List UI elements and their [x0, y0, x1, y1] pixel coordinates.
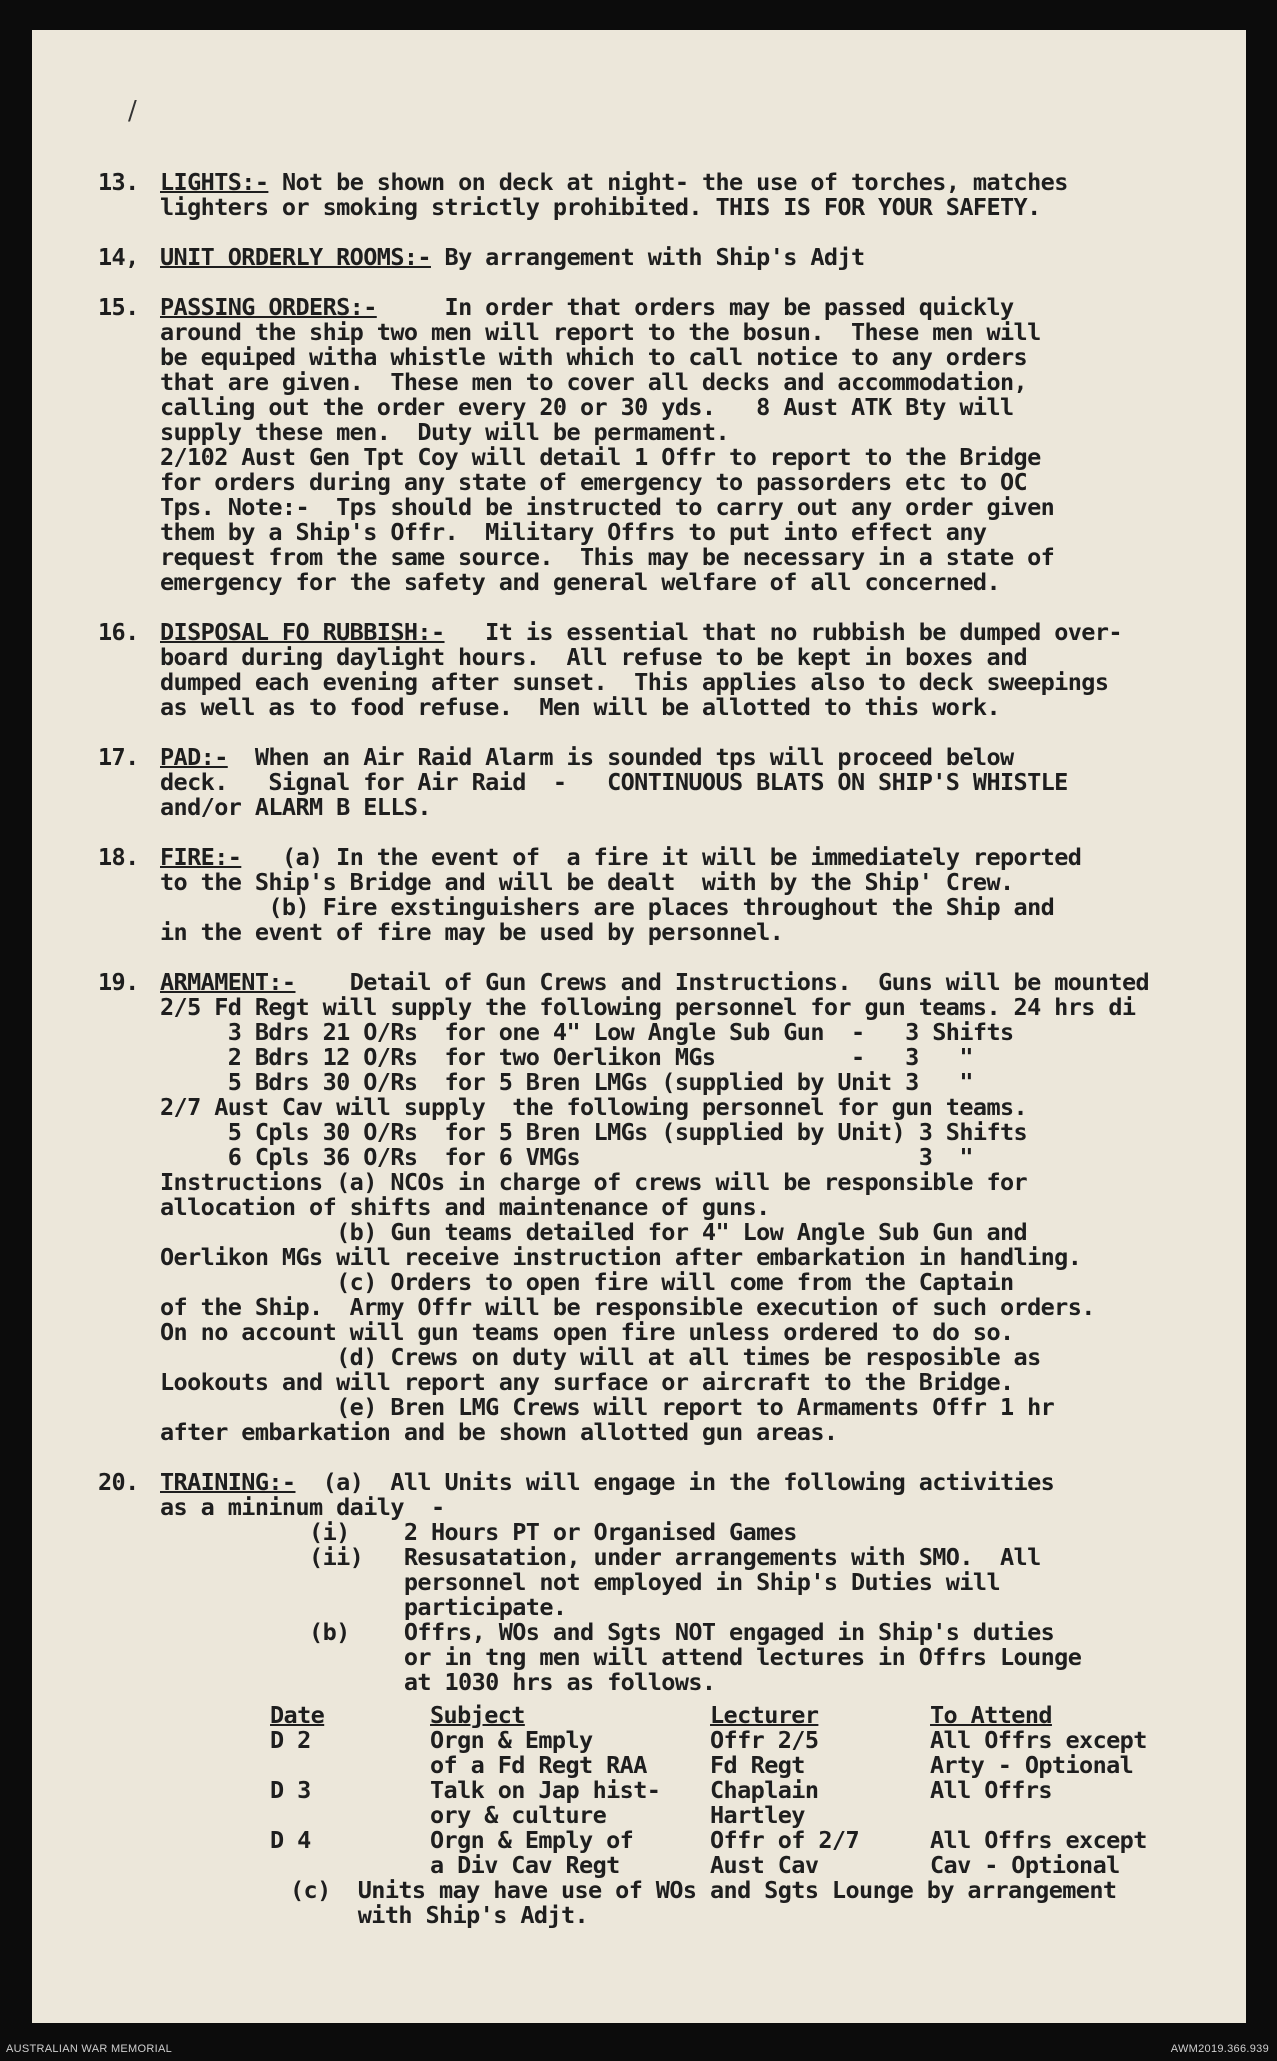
paragraph-heading: PAD:- — [160, 743, 228, 771]
table-row — [270, 1778, 1200, 1828]
paragraph — [98, 845, 1218, 945]
paragraph-heading: LIGHTS:- — [160, 168, 269, 196]
paragraph-text: It is essential that no rubbish be dumped over- — [458, 618, 1122, 646]
paragraph-line: (b) Offrs, WOs and Sgts NOT engaged in Ship's duties — [160, 1618, 1055, 1646]
paragraph-text: When an Air Raid Alarm is sounded tps will proceed below — [241, 743, 1014, 771]
table-cell: D 3 — [270, 1776, 311, 1804]
column-header: Subject — [430, 1701, 525, 1729]
paragraph-line — [160, 745, 1218, 770]
paragraph-line: to the Ship's Bridge and will be dealt with by the Ship' Crew. — [160, 868, 1014, 896]
paragraph — [98, 170, 1218, 220]
table-cell: All Offrs except Arty - Optional — [930, 1726, 1147, 1779]
paragraph-line: (d) Crews on duty will at all times be resposible as — [160, 1343, 1041, 1371]
table-cell: Offr of 2/7 Aust Cav — [710, 1826, 860, 1879]
paragraph-number: 20. — [98, 1468, 139, 1496]
paragraph-line: calling out the order every 20 or 30 yds. 8 Aust ATK Bty will — [160, 393, 1014, 421]
footer-institution: AUSTRALIAN WAR MEMORIAL — [6, 2043, 173, 2055]
paragraph-number: 15. — [98, 293, 139, 321]
paragraph-text: Detail of Gun Crews and Instructions. Guns will be mounted — [309, 968, 1150, 996]
column-header: Lecturer — [710, 1701, 819, 1729]
table-cell: Orgn & Emply of a Fd Regt RAA — [430, 1726, 647, 1779]
paragraph-line: lighters or smoking strictly prohibited. THIS IS FOR YOUR SAFETY. — [160, 193, 1041, 221]
paragraph — [98, 1470, 1218, 1928]
paragraph-line: Oerlikon MGs will receive instruction after embarkation in handling. — [160, 1243, 1082, 1271]
paragraph-line — [160, 845, 1218, 870]
lecture-schedule-table — [270, 1703, 1200, 1878]
paragraph-line — [160, 170, 1218, 195]
paragraph-heading: DISPOSAL FO RUBBISH:- — [160, 618, 445, 646]
page-mark: / — [128, 96, 137, 126]
paragraph-line: (b) Gun teams detailed for 4" Low Angle Sub Gun and — [160, 1218, 1028, 1246]
paragraph-heading: UNIT ORDERLY ROOMS:- — [160, 243, 431, 271]
paragraph-heading: PASSING ORDERS:- — [160, 293, 377, 321]
paragraph — [98, 620, 1218, 720]
paragraph-line: in the event of fire may be used by personnel. — [160, 918, 784, 946]
paragraph-number: 14, — [98, 243, 139, 271]
paragraph-number: 13. — [98, 168, 139, 196]
paragraph — [98, 745, 1218, 820]
paragraph-line — [160, 295, 1218, 320]
paragraph-line: allocation of shifts and maintenance of guns. — [160, 1193, 770, 1221]
paragraph-line: Instructions (a) NCOs in charge of crews will be responsible for — [160, 1168, 1028, 1196]
paragraph-line: request from the same source. This may be necessary in a state of — [160, 543, 1055, 571]
paragraph-line: of the Ship. Army Offr will be responsible execution of such orders. — [160, 1293, 1095, 1321]
paragraph-line: Lookouts and will report any surface or aircraft to the Bridge. — [160, 1368, 1014, 1396]
closing-line: (c) Units may have use of WOs and Sgts Lounge by arrangement — [290, 1876, 1117, 1904]
paragraph-line: 2/5 Fd Regt will supply the following personnel for gun teams. 24 hrs di — [160, 993, 1136, 1021]
paragraph-line: supply these men. Duty will be permament. — [160, 418, 730, 446]
paragraph-line: personnel not employed in Ship's Duties will — [160, 1568, 1000, 1596]
paragraph-line: as well as to food refuse. Men will be allotted to this work. — [160, 693, 1000, 721]
paragraph-line: be equiped witha whistle with which to call notice to any orders — [160, 343, 1028, 371]
paragraph-line: 2/7 Aust Cav will supply the following personnel for gun teams. — [160, 1093, 1028, 1121]
paragraph-heading: ARMAMENT:- — [160, 968, 296, 996]
paragraph-number: 17. — [98, 743, 139, 771]
paragraph-line: board during daylight hours. All refuse to be kept in boxes and — [160, 643, 1028, 671]
paragraph-line: (i) 2 Hours PT or Organised Games — [160, 1518, 797, 1546]
table-cell: Talk on Jap hist- ory & culture — [430, 1776, 661, 1829]
paragraph-line — [160, 1470, 1218, 1495]
paragraph-line — [160, 245, 1218, 270]
paragraph-line: On no account will gun teams open fire unless ordered to do so. — [160, 1318, 1014, 1346]
document-body — [98, 170, 1218, 1953]
paragraph-line: 5 Cpls 30 O/Rs for 5 Bren LMGs (supplied by Unit) 3 Shifts — [160, 1118, 1028, 1146]
paragraph-line: 6 Cpls 36 O/Rs for 6 VMGs 3 " — [160, 1143, 973, 1171]
paragraph-line: 5 Bdrs 30 O/Rs for 5 Bren LMGs (supplied by Unit 3 " — [160, 1068, 973, 1096]
document-page — [32, 30, 1246, 2023]
paragraph-line: 2 Bdrs 12 O/Rs for two Oerlikon MGs - 3 " — [160, 1043, 973, 1071]
paragraph — [98, 295, 1218, 595]
paragraph-text: By arrangement with Ship's Adjt — [444, 243, 865, 271]
paragraph-number: 19. — [98, 968, 139, 996]
table-row — [270, 1828, 1200, 1878]
footer-accession-number: AWM2019.366.939 — [1170, 2043, 1269, 2055]
paragraph-line — [160, 620, 1218, 645]
paragraph-line: after embarkation and be shown allotted gun areas. — [160, 1418, 838, 1446]
paragraph-number: 16. — [98, 618, 139, 646]
table-row — [270, 1728, 1200, 1778]
paragraph-line: at 1030 hrs as follows. — [160, 1668, 716, 1696]
paragraph-line: emergency for the safety and general welfare of all concerned. — [160, 568, 1000, 596]
paragraph-line: and/or ALARM B ELLS. — [160, 793, 431, 821]
paragraph-line: (e) Bren LMG Crews will report to Armaments Offr 1 hr — [160, 1393, 1055, 1421]
paragraph-line: as a mininum daily - — [160, 1493, 445, 1521]
paragraph-line: 2/102 Aust Gen Tpt Coy will detail 1 Offr to report to the Bridge — [160, 443, 1041, 471]
paragraph-line: (ii) Resusatation, under arrangements with SMO. All — [160, 1543, 1041, 1571]
paragraph — [98, 970, 1218, 1445]
closing-line: with Ship's Adjt. — [290, 1901, 589, 1929]
paragraph-text: (a) All Units will engage in the following activities — [309, 1468, 1055, 1496]
table-cell: D 2 — [270, 1726, 311, 1754]
paragraph-line: or in tng men will attend lectures in Offrs Lounge — [160, 1643, 1082, 1671]
paragraph-line: deck. Signal for Air Raid - CONTINUOUS BLATS ON SHIP'S WHISTLE — [160, 768, 1068, 796]
table-cell: Offr 2/5 Fd Regt — [710, 1726, 819, 1779]
paragraph-line: that are given. These men to cover all decks and accommodation, — [160, 368, 1028, 396]
paragraph-text: (a) In the event of a fire it will be immediately reported — [254, 843, 1082, 871]
table-cell: All Offrs except Cav - Optional — [930, 1826, 1147, 1879]
paragraph-text: Not be shown on deck at night- the use of torches, matches — [281, 168, 1068, 196]
column-header: To Attend — [930, 1701, 1052, 1729]
paragraph-line: them by a Ship's Offr. Military Offrs to put into effect any — [160, 518, 987, 546]
paragraph-heading: TRAINING:- — [160, 1468, 296, 1496]
paragraph-text: In order that orders may be passed quickly — [390, 293, 1014, 321]
paragraph — [98, 245, 1218, 270]
paragraph-heading: FIRE:- — [160, 843, 242, 871]
paragraph-line: around the ship two men will report to the bosun. These men will — [160, 318, 1041, 346]
paragraph-line: for orders during any state of emergency to passorders etc to OC — [160, 468, 1028, 496]
table-cell: Chaplain Hartley — [710, 1776, 819, 1829]
paragraph-number: 18. — [98, 843, 139, 871]
column-header: Date — [270, 1701, 325, 1729]
paragraph-line: 3 Bdrs 21 O/Rs for one 4" Low Angle Sub Gun - 3 Shifts — [160, 1018, 1014, 1046]
paragraph-line — [160, 970, 1218, 995]
paragraph-line: participate. — [160, 1593, 567, 1621]
table-cell: All Offrs — [930, 1776, 1052, 1804]
table-header-row — [270, 1703, 1200, 1728]
paragraph-line: (c) Orders to open fire will come from the Captain — [160, 1268, 1014, 1296]
paragraph-line: Tps. Note:- Tps should be instructed to carry out any order given — [160, 493, 1055, 521]
paragraph-line: (b) Fire exstinguishers are places throughout the Ship and — [160, 893, 1055, 921]
table-cell: Orgn & Emply of a Div Cav Regt — [430, 1826, 634, 1879]
paragraph-line: dumped each evening after sunset. This applies also to deck sweepings — [160, 668, 1109, 696]
table-cell: D 4 — [270, 1826, 311, 1854]
